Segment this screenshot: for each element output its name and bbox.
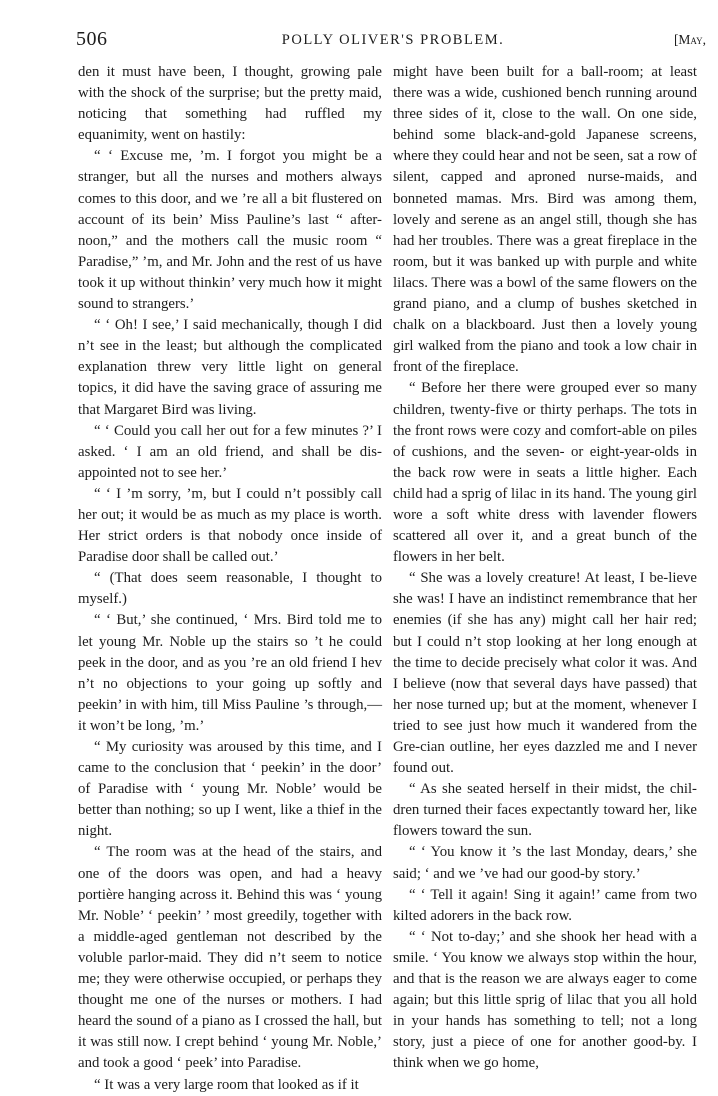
right-column — [393, 62, 697, 1075]
paragraph: “ It was a very large room that looked as if it — [94, 1076, 359, 1093]
paragraph: “ She was a lovely creature! At least, I be-lieve she was! I have an indistinct remembrance that her enemies (if she has any) might call her hair red; but I could n’t stop looking at her long enough at the time to decide precisely what color it was. And I believe (now that several days have passed) that her nose turned up; but at the moment, whenever I tried to see just how much it wandered from the Gre-cian outline, her eyes dazzled me and I never found out. — [393, 570, 697, 777]
paragraph: “ ‘ Not to-day;’ and she shook her head with a smile. ‘ You know we always stop within the hour, and that is the reason we are always eager to come again; but this little sprig of lilac that you all hold in your hands has something to tell; not a long story, just a piece of one for another good-by. I think when we go home, — [393, 928, 697, 1072]
paragraph: “ Before her there were grouped ever so many children, twenty-five or thirty perhaps. The tots in the front rows were cozy and comfort-able on piles of cushions, and the seven- or eight-year-olds in the back row were in seats a little higher. Each child had a sprig of lilac in its hand. The young girl wore a soft white dress with lavender flowers scattered all over it, and a great bunch of the flowers in her belt. — [393, 380, 697, 566]
paragraph: “ The room was at the head of the stairs, and one of the doors was open, and had a heavy portière hanging across it. Behind this was ‘ young Mr. Noble’ ‘ peekin’ ’ most greedily, together with a middle-aged gentleman not described by the voluble parlor-maid. They did n’t seem to notice me; they were otherwise occupied, or perhaps they thought me one of the nurses or mothers. I had heard the sound of a piano as I crossed the hall, but it was still now. I crept behind ‘ young Mr. Noble,’ and took a good ‘ peek’ into Paradise. — [78, 844, 382, 1072]
paragraph: “ ‘ I ’m sorry, ’m, but I could n’t possibly call her out; it would be as much as my place is worth. Her strict orders is that nobody once inside of Paradise door shall be called out.’ — [78, 485, 382, 566]
paragraph: “ ‘ Excuse me, ’m. I forgot you might be a stranger, but all the nurses and mothers always comes to this door, and we ’re all a bit flustered on account of its bein’ Miss Pauline’s last “ after-noon,” and the mothers call the music room “ Paradise,” ’m, and Mr. John and the rest of us have took it up without thinkin’ very much how it might sound to strangers.’ — [78, 148, 382, 313]
paragraph: “ (That does seem reasonable, I thought to myself.) — [78, 570, 382, 608]
paragraph: “ My curiosity was aroused by this time, and I came to the conclusion that ‘ peekin’ in the door’ of Paradise with ‘ young Mr. Noble’ would be better than nothing; so up I went, like a thief in the night. — [78, 739, 382, 840]
running-title: POLLY OLIVER'S PROBLEM. — [281, 32, 505, 48]
left-column — [78, 62, 382, 1096]
paragraph: “ ‘ Could you call her out for a few minutes ?’ I asked. ‘ I am an old friend, and shall be dis-appointed not to see her.’ — [78, 422, 382, 481]
paragraph: “ ‘ Oh! I see,’ I said mechanically, though I did n’t see in the least; but although the complicated explanation threw very little light on general topics, it did have the saving grace of assuring me that Margaret Bird was living. — [78, 317, 382, 418]
running-header — [76, 28, 710, 52]
page-number: 506 — [76, 28, 108, 50]
paragraph: “ As she seated herself in their midst, the chil-dren turned their faces expectantly toward her, like flowers toward the sun. — [393, 781, 697, 840]
paragraph: “ ‘ Tell it again! Sing it again!’ came from two kilted adorers in the back row. — [393, 886, 697, 924]
paragraph: den it must have been, I thought, growing pale with the shock of the surprise; but the pretty maid, noticing that something had ruffled my equanimity, went on hastily: — [78, 64, 382, 144]
paragraph: “ ‘ You know it ’s the last Monday, dears,’ she said; ‘ and we ’ve had our good-by story.’ — [393, 844, 697, 882]
paragraph: might have been built for a ball-room; at least there was a wide, cushioned bench running around three sides of it, close to the wall. On one side, behind some black-and-gold Japanese screens, where they could hear and not be seen, sat a row of silent, capped and aproned nurse-maids, and bonneted mamas. Mrs. Bird was among them, lovely and serene as an angel still, though she has had her troubles. There was a great fireplace in the room, but it was banked up with purple and white lilacs. There was a bowl of the same flowers on the grand piano, and a clump of bushes sketched in chalk on a blackboard. Just then a lovely young girl walked from the piano and took a low chair in front of the fireplace. — [393, 64, 697, 376]
running-month: [May, — [673, 32, 706, 47]
paragraph: “ ‘ But,’ she continued, ‘ Mrs. Bird told me to let young Mr. Noble up the stairs so ’t he could peek in the door, and as you ’re an old friend I hev n’t no objections to your going up softly and peekin’ in with him, till Miss Pauline ’s through,—it won’t be long, ’m.’ — [78, 612, 382, 734]
